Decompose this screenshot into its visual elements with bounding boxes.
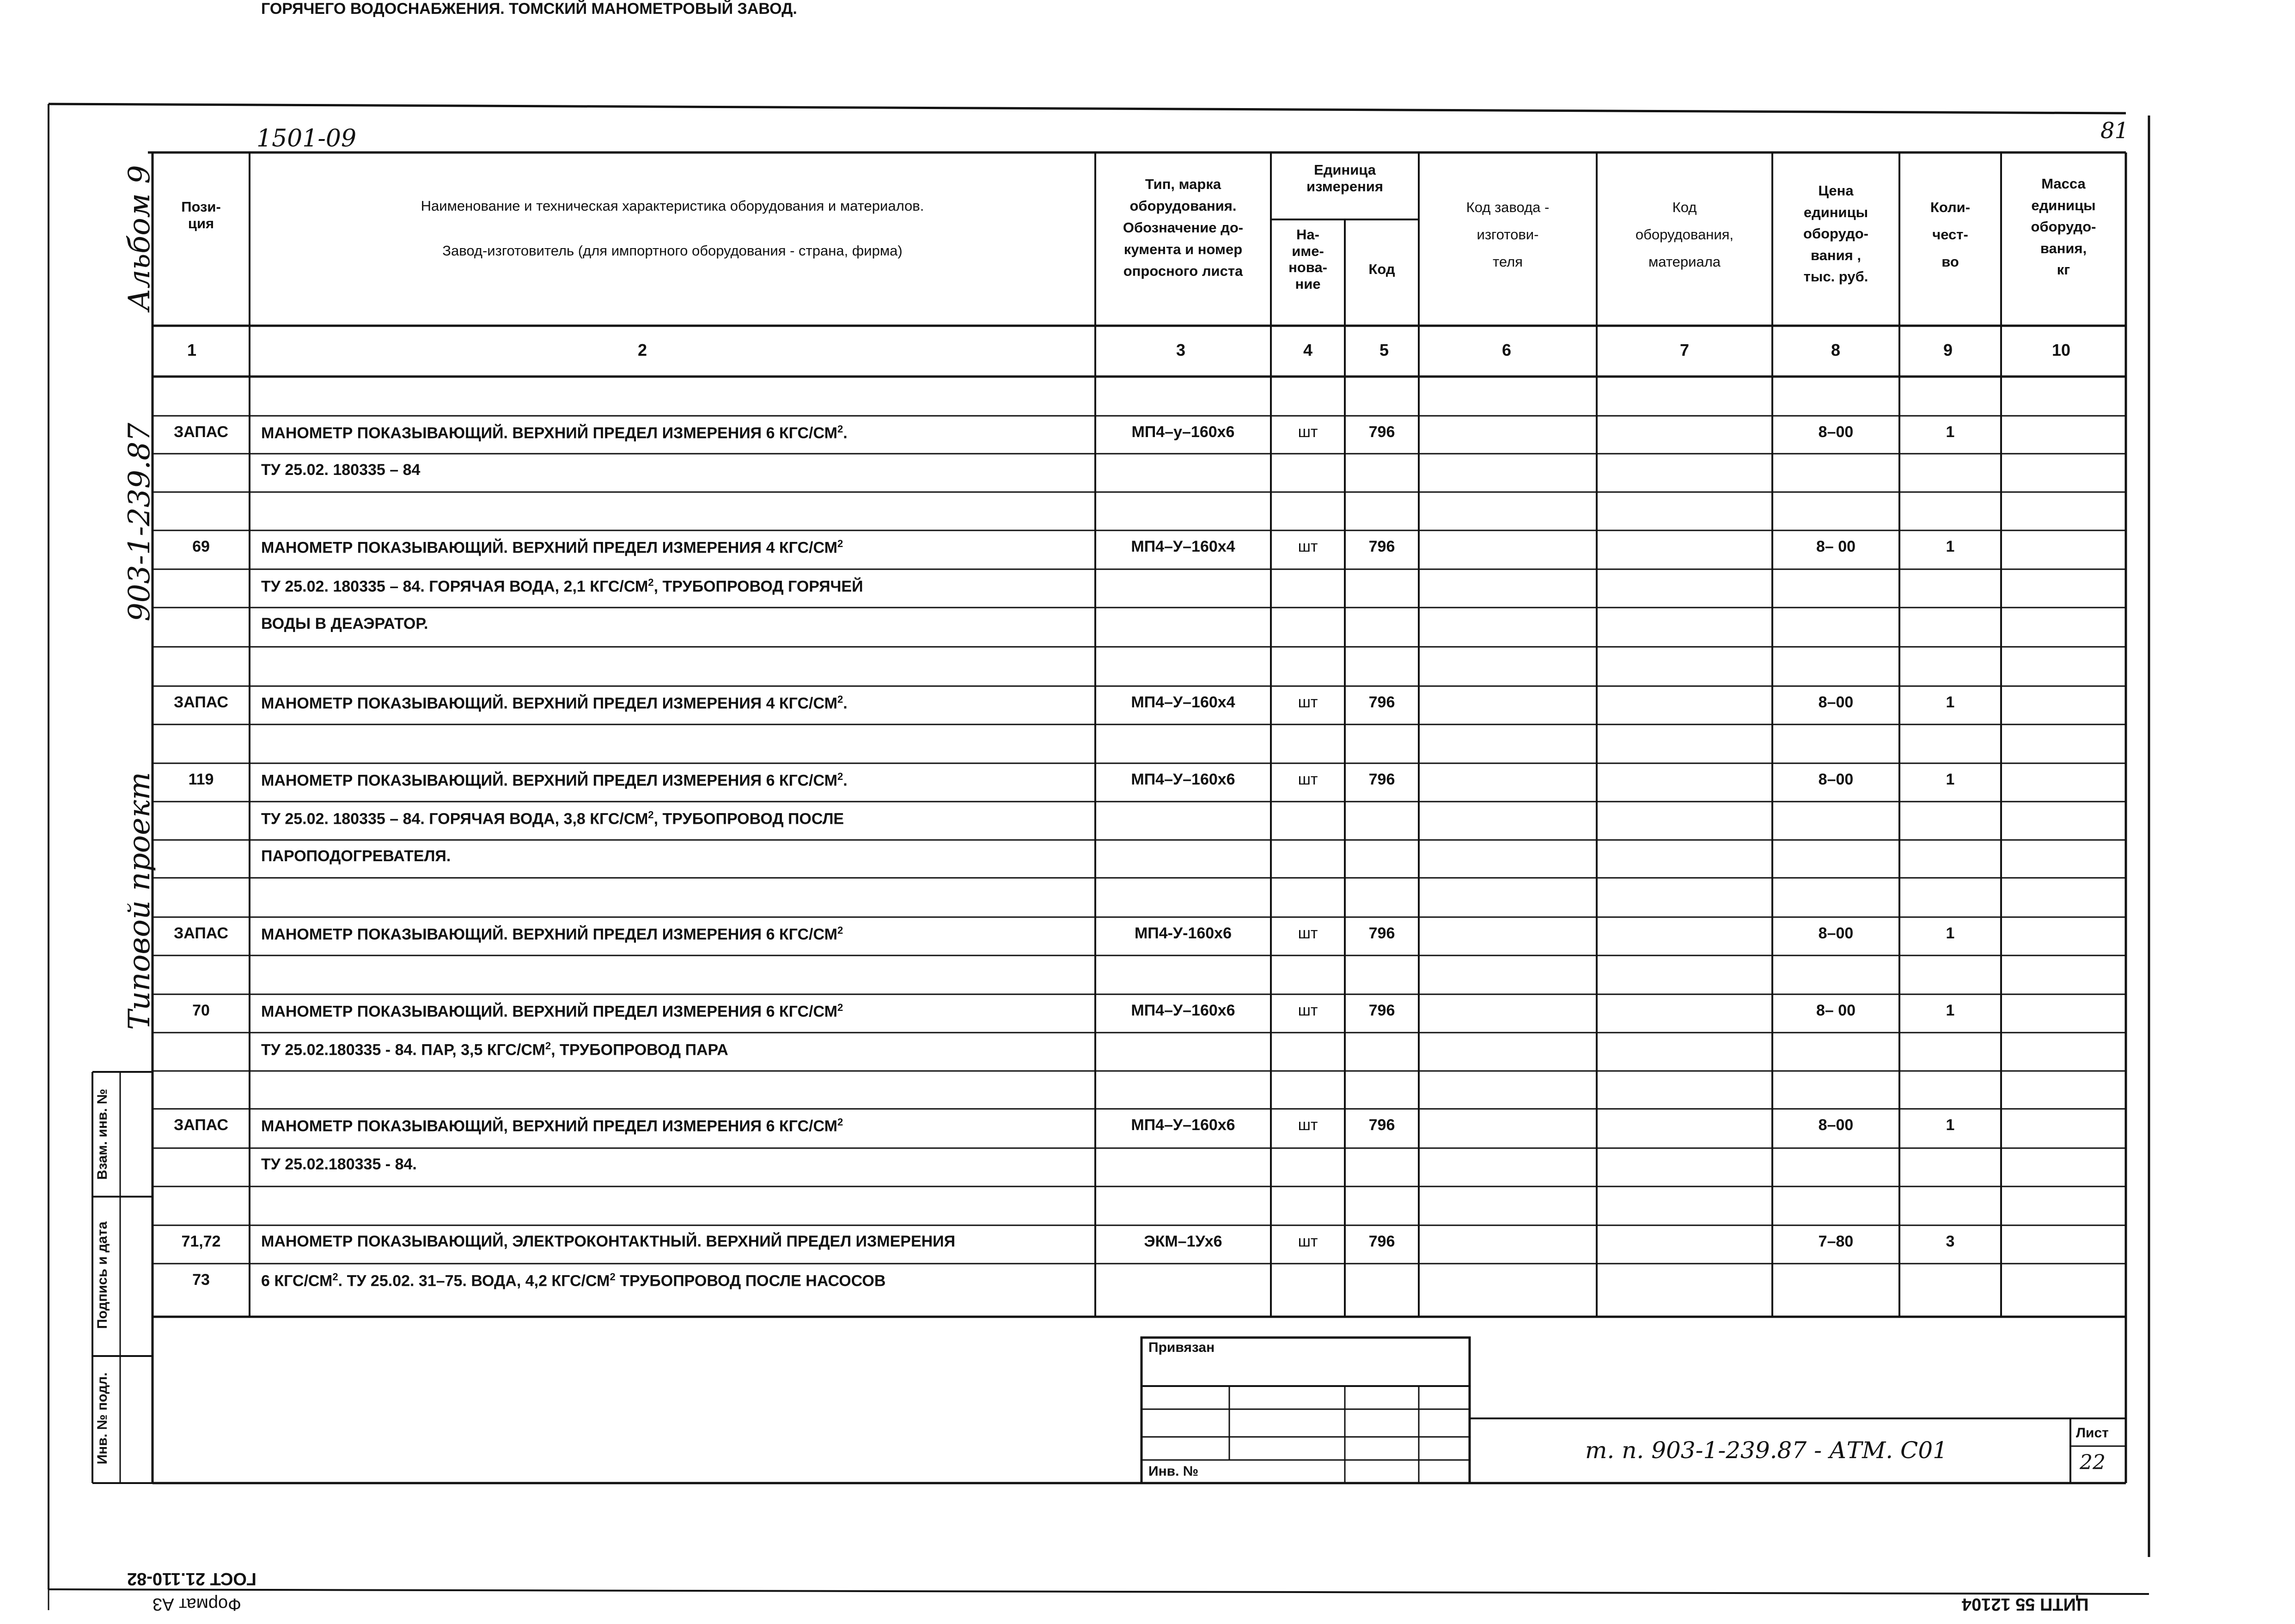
row-desc: МАНОМЕТР ПОКАЗЫВАЮЩИЙ. ВЕРХНИЙ ПРЕДЕЛ ИЗМЕРЕНИЯ 6 КГС/$СМ^2$. [261, 423, 848, 442]
row-desc: МАНОМЕТР ПОКАЗЫВАЮЩИЙ. ВЕРХНИЙ ПРЕДЕЛ ИЗМЕРЕНИЯ 6 КГС/$СМ^2$ [261, 1002, 843, 1021]
row-code: 796 [1368, 771, 1395, 788]
footer-tsitp: ЦИТП 55 12104 [1962, 1594, 2089, 1614]
row-unit: шт [1298, 693, 1318, 711]
stamp-privyazan: Привязан [1148, 1340, 1215, 1355]
row-desc: МАНОМЕТР ПОКАЗЫВАЮЩИЙ. ВЕРХНИЙ ПРЕДЕЛ ИЗМЕРЕНИЯ 6 КГС/$СМ^2$ [261, 925, 843, 943]
top-doc-number: 1501-09 [256, 125, 357, 152]
side-vzam-inv: Взам. инв. № [95, 1089, 110, 1180]
row-code: 796 [1368, 693, 1395, 711]
row-qty: 1 [1946, 771, 1955, 788]
row-qty: 1 [1946, 1116, 1955, 1134]
row-desc: МАНОМЕТР ПОКАЗЫВАЮЩИЙ. ВЕРХНИЙ ПРЕДЕЛ ИЗМЕРЕНИЯ 4 КГС/$СМ^2$. [261, 693, 848, 712]
side-album: Альбом 9 [122, 165, 157, 311]
row-pos: ЗАПАС [173, 1116, 229, 1134]
side-project-code: 903-1-239.87 [122, 422, 157, 622]
row-price: 8–00 [1818, 925, 1854, 942]
colnum-1: 1 [187, 341, 197, 359]
header-unit-group: Единица измерения [1306, 162, 1383, 195]
header-quantity: Коли- чест- во [1930, 199, 1971, 270]
header-equipment-code: Код оборудования, материала [1635, 199, 1734, 270]
colnum-3: 3 [1176, 341, 1186, 359]
header-position: Пози- ция [181, 199, 221, 231]
row-qty: 1 [1946, 423, 1955, 441]
row-type: МП4–У–160x6 [1131, 1116, 1235, 1134]
row-type: МП4–У–160x4 [1131, 538, 1235, 555]
row-desc: ТУ 25.02. 180335 – 84 [261, 461, 421, 479]
footer-format: Формат А3 [153, 1594, 242, 1614]
row-unit: шт [1298, 1116, 1318, 1134]
row-pos: 119 [188, 771, 214, 788]
row-desc: ТУ 25.02.180335 - 84. ПАР, 3,5 КГС/$СМ^2$, ТРУБОПРОВОД ПАРА [261, 1040, 728, 1059]
row-desc: МАНОМЕТР ПОКАЗЫВАЮЩИЙ. ВЕРХНИЙ ПРЕДЕЛ ИЗМЕРЕНИЯ 6 КГС/$СМ^2$. [261, 771, 848, 790]
row-type: МП4–У–160x4 [1131, 693, 1235, 711]
row-code: 796 [1368, 423, 1395, 441]
header-price: Цена единицы оборудо- вания , тыс. руб. [1803, 182, 1868, 285]
colnum-9: 9 [1943, 341, 1953, 359]
row-price: 8–00 [1818, 771, 1854, 788]
header-type: Тип, марка оборудования. Обозначение до- кумента и номер опросного листа [1123, 176, 1244, 280]
row-code: 796 [1368, 1233, 1395, 1250]
row-code: 796 [1368, 925, 1395, 942]
row-qty: 1 [1946, 925, 1955, 942]
colnum-2: 2 [638, 341, 647, 359]
row-price: 7–80 [1818, 1233, 1854, 1250]
row-pos: 69 [192, 538, 210, 555]
row-desc: ПАРОПОДОГРЕВАТЕЛЯ. [261, 847, 451, 865]
row-pos: ЗАПАС [173, 925, 229, 942]
row-unit: шт [1298, 771, 1318, 788]
row-desc: МАНОМЕТР ПОКАЗЫВАЮЩИЙ. ВЕРХНИЙ ПРЕДЕЛ ИЗМЕРЕНИЯ 4 КГС/$СМ^2$ [261, 538, 843, 557]
row-code: 796 [1368, 1002, 1395, 1019]
row-type: МП4–У–160x6 [1131, 771, 1235, 788]
row-desc: МАНОМЕТР ПОКАЗЫВАЮЩИЙ, ВЕРХНИЙ ПРЕДЕЛ ИЗМЕРЕНИЯ 6 КГС/$СМ^2$ [261, 1116, 843, 1135]
colnum-6: 6 [1502, 341, 1512, 359]
row-code: 796 [1368, 538, 1395, 555]
row-pos: 71,72 [181, 1233, 221, 1250]
row-price: 8–00 [1818, 1116, 1854, 1134]
row-desc: ТУ 25.02. 180335 – 84. ГОРЯЧАЯ ВОДА, 2,1 КГС/$СМ^2$, ТРУБОПРОВОД ГОРЯЧЕЙ [261, 577, 863, 596]
side-typical-project: Типовой проект [122, 772, 157, 1030]
header-name-line1: Наименование и техническая характеристика оборудования и материалов. [421, 198, 924, 214]
row-type: МП4–У–160x6 [1131, 1002, 1235, 1019]
row-desc: ТУ 25.02.180335 - 84. [261, 1156, 417, 1173]
row-unit: шт [1298, 1233, 1318, 1250]
row-desc: МАНОМЕТР ПОКАЗЫВАЮЩИЙ, ЭЛЕКТРОКОНТАКТНЫЙ. ВЕРХНИЙ ПРЕДЕЛ ИЗМЕРЕНИЯ [261, 1233, 956, 1250]
row-type: МП4–у–160x6 [1131, 423, 1235, 441]
row-price: 8– 00 [1816, 1002, 1856, 1019]
row-type: МП4-У-160x6 [1134, 925, 1232, 942]
colnum-4: 4 [1303, 341, 1313, 359]
side-inv-podl: Инв. № подл. [95, 1372, 110, 1465]
stamp-inv-no: Инв. № [1148, 1464, 1199, 1479]
row-price: 8– 00 [1816, 538, 1856, 555]
row-price: 8–00 [1818, 693, 1854, 711]
row-desc: ГОРЯЧЕГО ВОДОСНАБЖЕНИЯ. ТОМСКИЙ МАНОМЕТРОВЫЙ ЗАВОД. [261, 0, 797, 18]
row-qty: 1 [1946, 1002, 1955, 1019]
header-name-line2: Завод-изготовитель (для импортного оборудования - страна, фирма) [442, 243, 903, 259]
header-mass: Масса единицы оборудо- вания, кг [2031, 176, 2096, 278]
row-qty: 1 [1946, 538, 1955, 555]
row-desc: ТУ 25.02. 180335 – 84. ГОРЯЧАЯ ВОДА, 3,8 КГС/$СМ^2$, ТРУБОПРОВОД ПОСЛЕ [261, 809, 844, 828]
row-qty: 1 [1946, 693, 1955, 711]
side-signature-date: Подпись и дата [95, 1221, 110, 1329]
colnum-7: 7 [1680, 341, 1690, 359]
row-pos: ЗАПАС [173, 693, 229, 711]
footer-gost: ГОСТ 21.110-82 [127, 1569, 256, 1588]
header-plant-code: Код завода - изготови- теля [1466, 199, 1550, 270]
row-price: 8–00 [1818, 423, 1854, 441]
colnum-10: 10 [2052, 341, 2071, 359]
row-unit: шт [1298, 538, 1318, 555]
row-type: ЭКМ–1Ух6 [1144, 1233, 1222, 1250]
row-pos: 70 [192, 1002, 210, 1019]
row-desc: 6 КГС/$СМ^2$. ТУ 25.02. 31–75. ВОДА, 4,2 КГС/$СМ^2$ ТРУБОПРОВОД ПОСЛЕ НАСОСОВ [261, 1271, 886, 1290]
stamp-sheet-number: 22 [2080, 1451, 2106, 1474]
colnum-5: 5 [1379, 341, 1389, 359]
row-code: 796 [1368, 1116, 1395, 1134]
row-pos: ЗАПАС [173, 423, 229, 441]
page-number: 81 [2100, 118, 2129, 144]
stamp-designation: т. п. 903-1-239.87 - АТМ. С01 [1585, 1437, 1947, 1464]
header-unit-code: Код [1368, 261, 1395, 277]
header-unit-name: На- име- нова- ние [1288, 226, 1327, 292]
row-unit: шт [1298, 423, 1318, 441]
stamp-sheet-label: Лист [2076, 1425, 2109, 1441]
row-unit: шт [1298, 925, 1318, 942]
row-qty: 3 [1946, 1233, 1955, 1250]
colnum-8: 8 [1831, 341, 1841, 359]
row-unit: шт [1298, 1002, 1318, 1019]
row-pos: 73 [192, 1271, 210, 1289]
row-desc: ВОДЫ В ДЕАЭРАТОР. [261, 615, 428, 633]
